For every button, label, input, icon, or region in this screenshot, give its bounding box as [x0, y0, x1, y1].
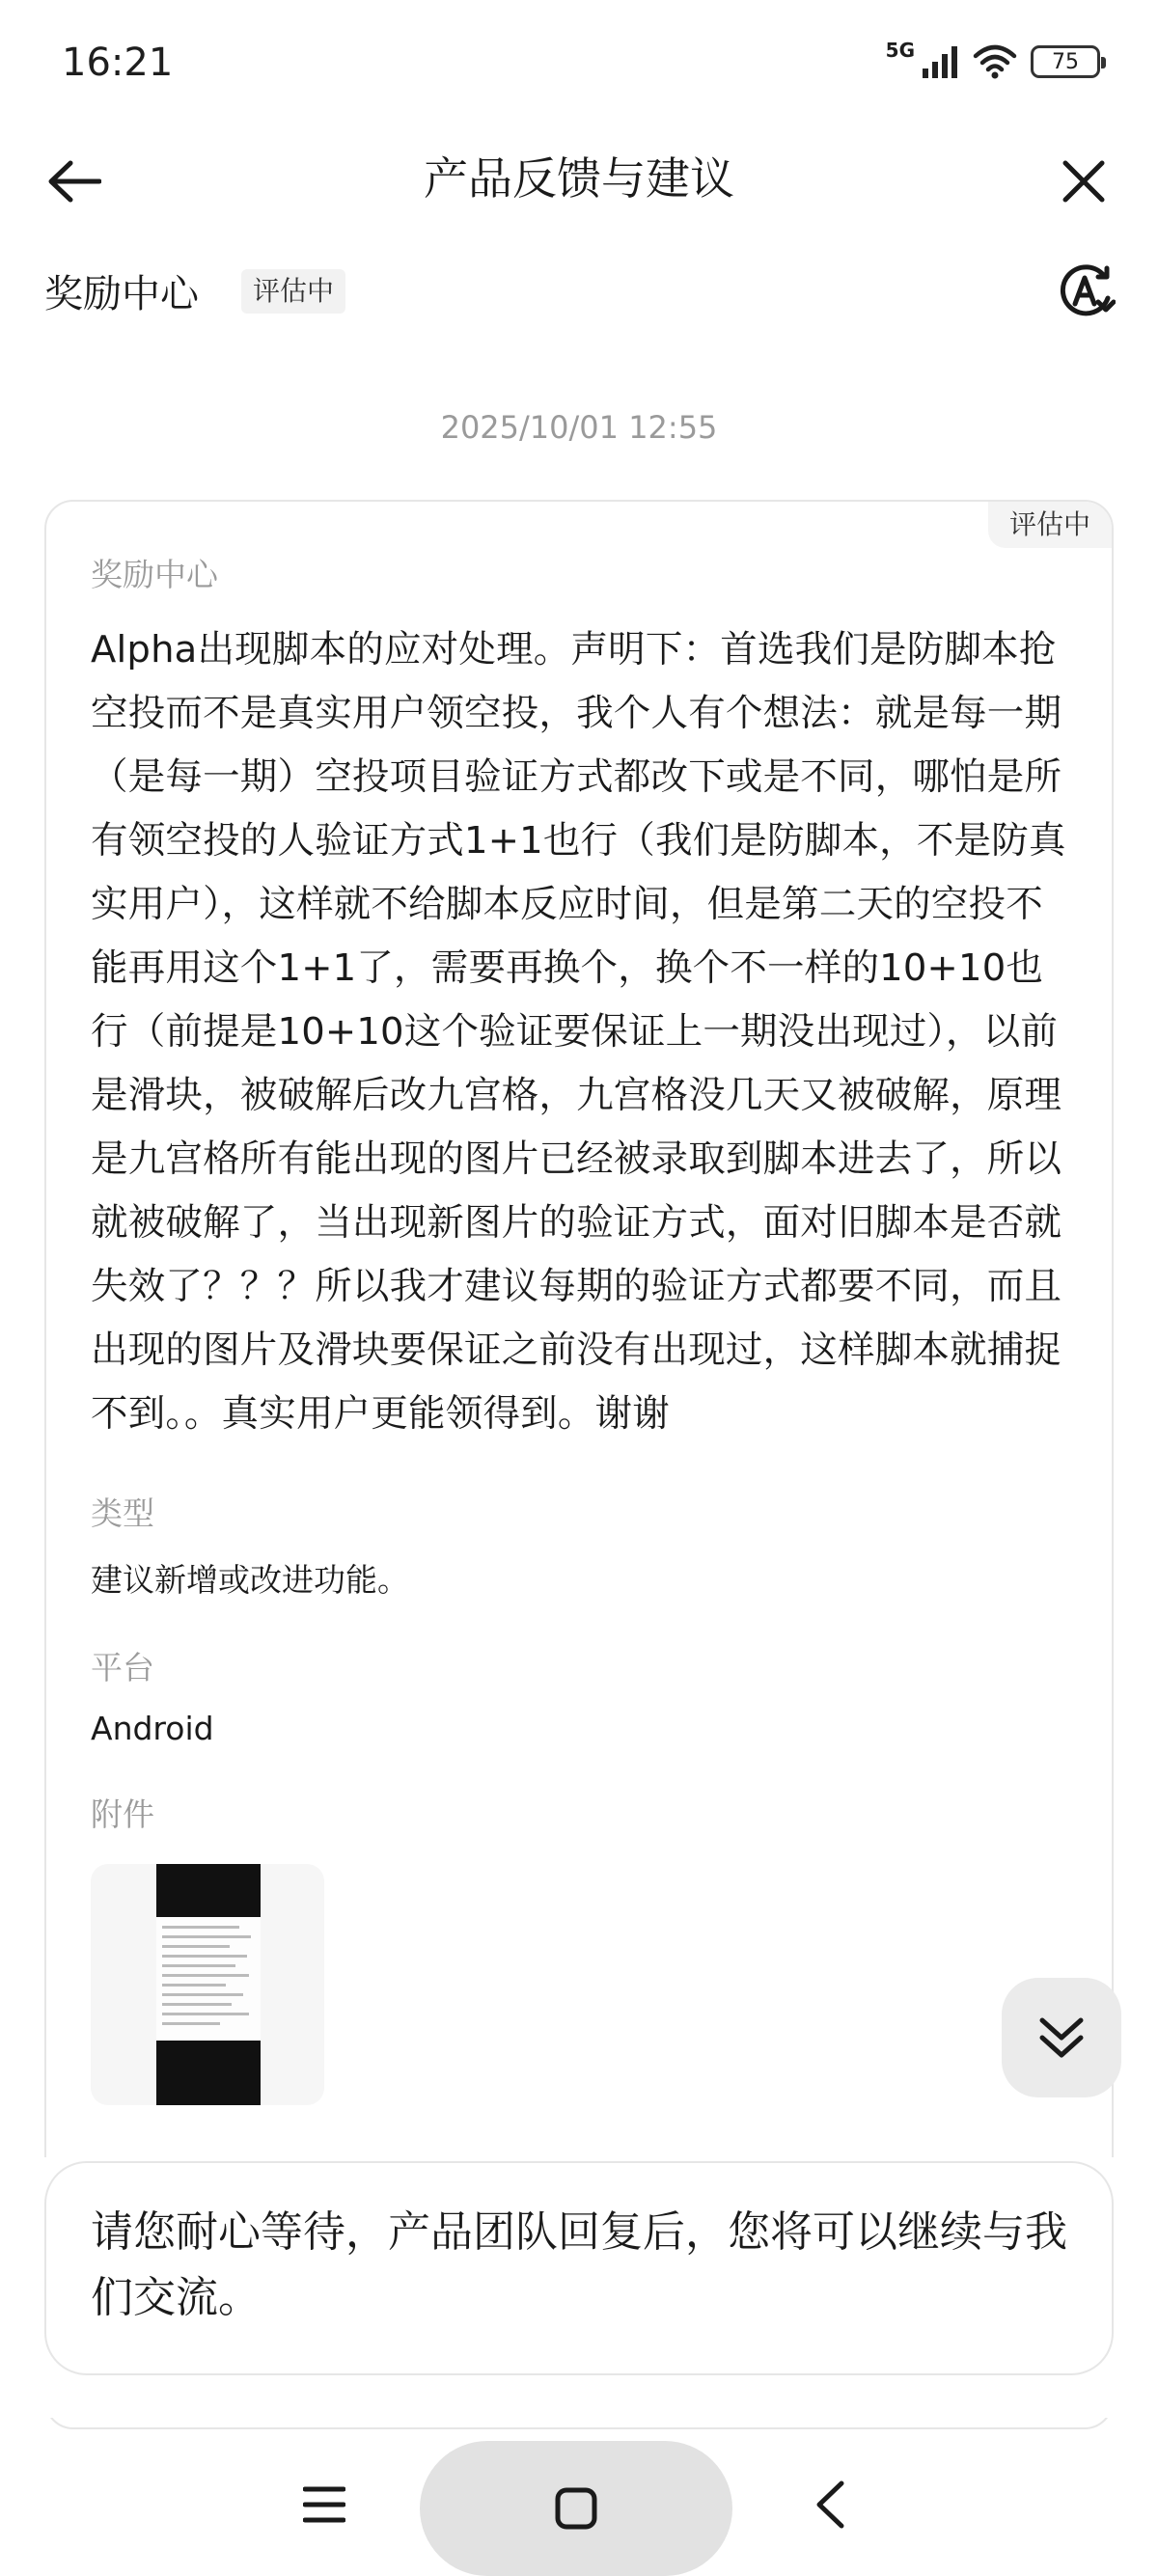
top-app-bar [0, 130, 1158, 227]
type-label: 类型 [91, 1494, 154, 1532]
close-button[interactable] [1052, 150, 1116, 213]
battery-level: 75 [1052, 49, 1079, 74]
system-navigation-bar [0, 2431, 1158, 2576]
attachment-thumbnail[interactable] [91, 1864, 324, 2105]
feedback-category-title: 奖励中心 [44, 272, 199, 316]
network-type: 5G [885, 39, 915, 62]
wifi-icon [973, 44, 1017, 79]
page-title: 产品反馈与建议 [424, 152, 734, 205]
status-bar [0, 0, 1158, 130]
platform-label: 平台 [91, 1649, 154, 1686]
platform-value: Android [91, 1710, 214, 1747]
nav-home-button[interactable] [420, 2441, 732, 2576]
scroll-to-bottom-button[interactable] [1002, 1978, 1121, 2097]
attachment-screenshot-preview [156, 1864, 261, 2105]
home-square-icon [555, 2487, 597, 2530]
waiting-notice: 请您耐心等待，产品团队回复后，您将可以继续与我们交流。 [44, 2161, 1114, 2375]
card-body [91, 550, 1075, 2105]
card-category: 奖励中心 [91, 556, 218, 593]
menu-icon [303, 2485, 345, 2524]
card-status-tag: 评估中 [988, 502, 1112, 548]
close-icon [1062, 159, 1106, 204]
feedback-card [44, 500, 1114, 2429]
feedback-subheader [0, 246, 1158, 333]
message-timestamp: 2025/10/01 12:55 [440, 409, 718, 446]
nav-back-button[interactable] [791, 2466, 868, 2543]
nav-recents-button[interactable] [286, 2466, 363, 2543]
feedback-content: Alpha出现脚本的应对处理。声明下：首选我们是防脚本抢空投而不是真实用户领空投，我个人有个想法：就是每一期（是每一期）空投项目验证方式都改下或是不同，哪怕是所有领空投的人验证方式1+1也行（我们是防脚本，不是防真实用户），这样就不给脚本反应时间，但是第二天的空投不能再用这个1+1了，需要再换个，换个不一样的10+10也行（前提是10+10这个验证要保证上一期没出现过），以前是滑块，被破解后改九宫格，九宫格没几天又被破解，原理是九宫格所有能出现的图片已经被录取到脚本进去了，所以就被破解了，当出现新图片的验证方式，面对旧脚本是否就失效了？？？所以我才建议每期的验证方式都要不同，而且出现的图片及滑块要保证之前没有出现过，这样脚本就捕捉不到。。真实用户更能领得到。谢谢 [91, 628, 1066, 1436]
battery-icon [1031, 45, 1100, 78]
status-badge: 评估中 [241, 269, 345, 314]
translate-icon[interactable] [1056, 261, 1116, 321]
status-icons [886, 41, 1100, 83]
status-time: 16:21 [62, 41, 174, 85]
attachment-label: 附件 [91, 1795, 154, 1833]
signal-icon [921, 45, 959, 78]
double-chevron-down-icon [1036, 2013, 1087, 2063]
type-value: 建议新增或改进功能。 [91, 1561, 409, 1599]
chevron-left-icon [814, 2480, 845, 2529]
